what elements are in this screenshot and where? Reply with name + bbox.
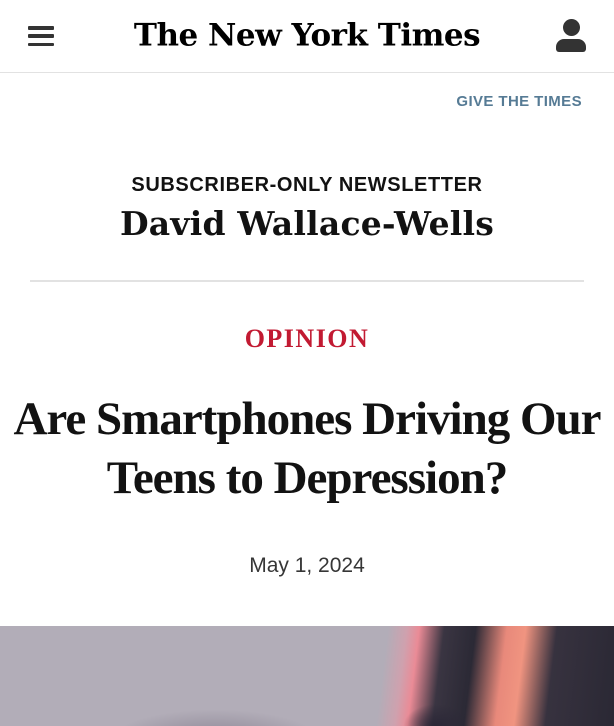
top-navigation-bar xyxy=(0,0,614,73)
hamburger-bar xyxy=(28,34,54,38)
promo-row xyxy=(0,73,614,111)
newsletter-kicker: SUBSCRIBER-ONLY NEWSLETTER xyxy=(131,174,483,196)
account-button[interactable] xyxy=(556,19,586,53)
publication-date: May 1, 2024 xyxy=(249,553,365,577)
headline-line-2: Teens to Depression? xyxy=(106,451,508,504)
person-icon xyxy=(556,19,586,53)
article-headline xyxy=(0,390,614,508)
hero-image xyxy=(0,626,614,726)
person-icon-head xyxy=(563,19,580,36)
newsletter-author-name[interactable]: David Wallace-Wells xyxy=(119,204,495,243)
opinion-section-label[interactable]: OPINION xyxy=(244,324,370,353)
newsletter-masthead xyxy=(0,175,614,242)
nyt-logo[interactable]: The New York Times xyxy=(133,17,481,54)
article-header xyxy=(0,282,614,578)
person-icon-torso xyxy=(556,39,586,52)
headline-line-1: Are Smartphones Driving Our xyxy=(13,393,601,445)
hamburger-bar xyxy=(28,26,54,30)
give-the-times-link[interactable]: GIVE THE TIMES xyxy=(456,93,582,110)
menu-hamburger-icon[interactable] xyxy=(28,26,54,46)
hamburger-bar xyxy=(28,43,54,47)
